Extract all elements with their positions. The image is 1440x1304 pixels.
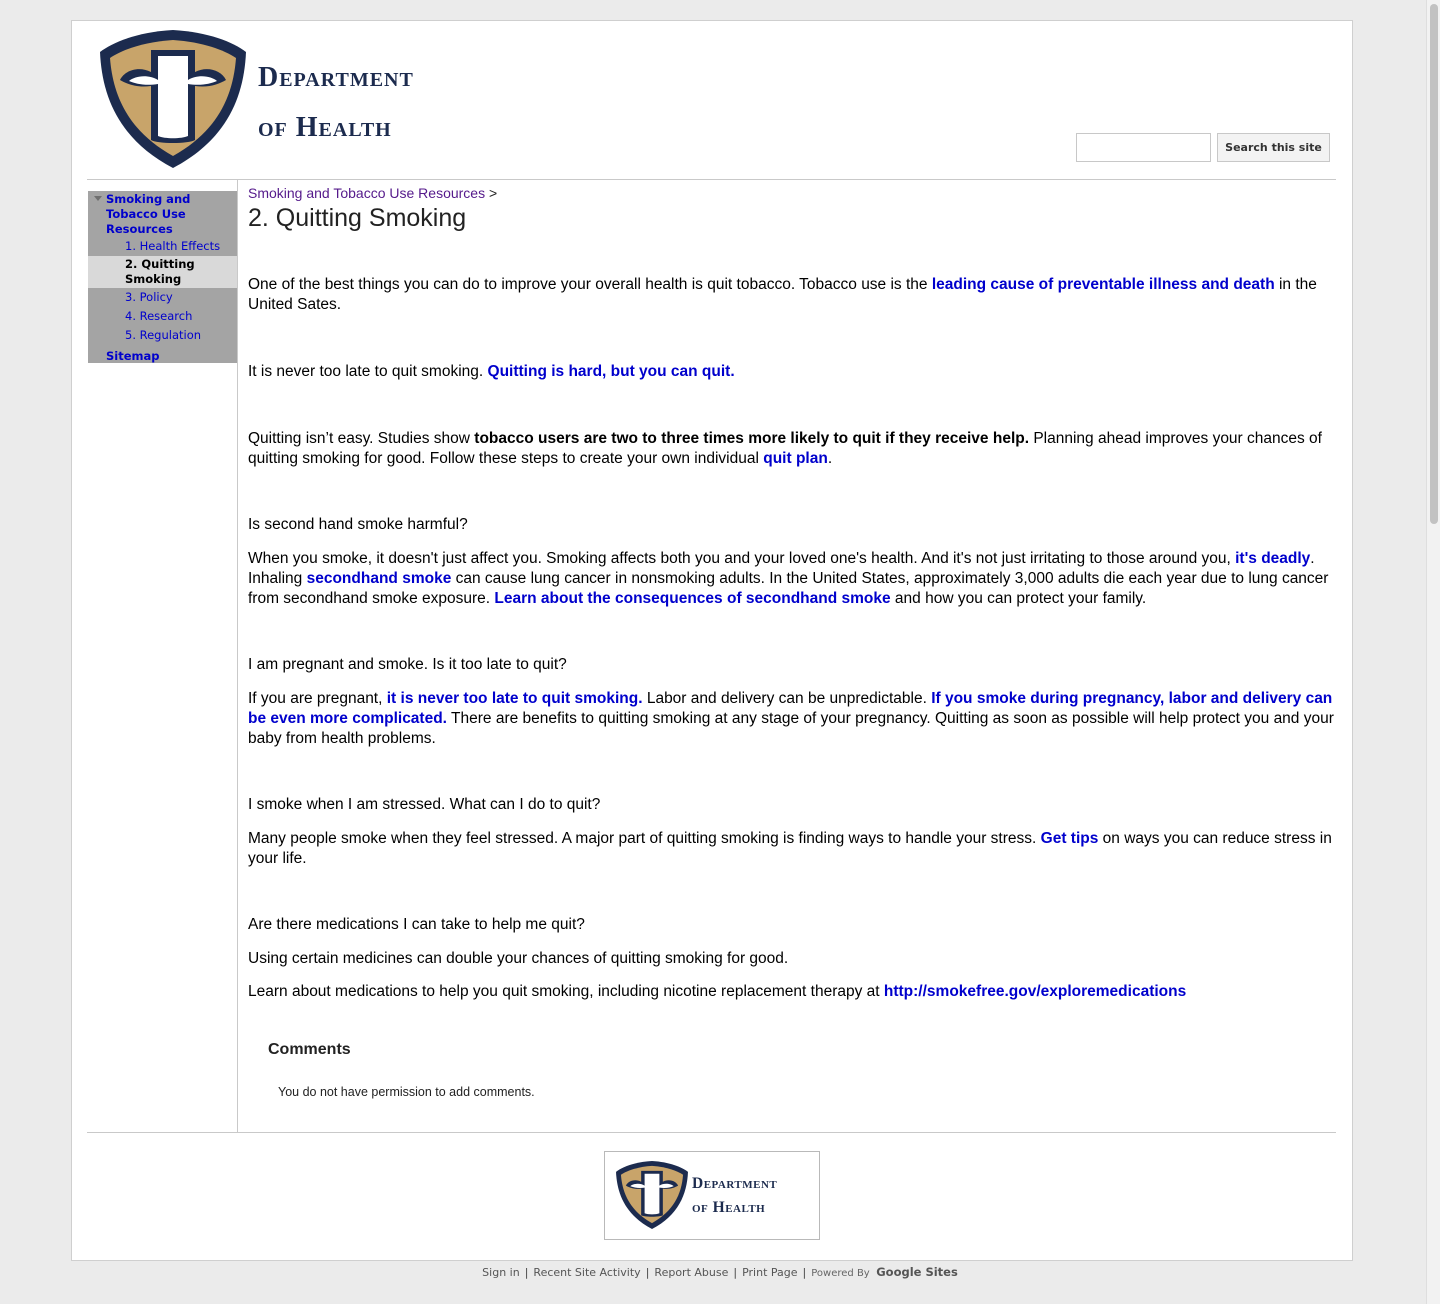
answer-medications: Using certain medicines can double your chances of quitting smoking for good. <box>248 950 789 967</box>
site-header <box>72 21 1352 181</box>
text: There are benefits to quitting smoking at any stage of your pregnancy. Quitting as soon as possible will help protect you and your baby from health problems. <box>248 710 1334 747</box>
text: Many people smoke when they feel stressed. A major part of quitting smoking is finding ways to handle your stress. <box>248 830 1041 847</box>
text: Learn about medications to help you quit smoking, including nicotine replacement therapy at <box>248 983 884 1000</box>
text: . Inhaling <box>248 550 1315 587</box>
sidebar-item-health-effects[interactable] <box>88 237 238 256</box>
header-divider <box>87 179 1336 180</box>
triangle-down-icon[interactable] <box>94 196 102 201</box>
comments-section <box>268 1041 535 1099</box>
footer-divider <box>87 1132 1336 1133</box>
sidebar-nav <box>88 191 238 363</box>
report-abuse-link[interactable]: Report Abuse <box>654 1266 729 1279</box>
sidebar-link-sitemap[interactable]: Sitemap <box>106 349 160 363</box>
shield-cross-icon <box>615 1160 689 1230</box>
scrollbar-thumb[interactable] <box>1430 4 1438 524</box>
leading-cause-link[interactable]: leading cause of preventable illness and death <box>931 276 1275 293</box>
powered-by-label: Powered By <box>811 1268 870 1279</box>
footer-org-name <box>692 1172 777 1220</box>
footer-separator: | <box>524 1266 529 1279</box>
comments-permission-note: You do not have permission to add comments. <box>278 1085 535 1099</box>
sidebar-item-quitting-smoking[interactable]: 2. Quitting Smoking <box>88 256 238 288</box>
footer-separator: | <box>645 1266 650 1279</box>
bold-text: tobacco users are two to three times more likely to quit if they receive help. <box>474 430 1030 447</box>
org-name-line1: Department <box>258 62 414 93</box>
site-search <box>1076 133 1330 162</box>
sidebar-item-smoking-resources[interactable] <box>88 191 238 237</box>
text: can cause lung cancer in nonsmoking adults. In the United States, approximately 3,000 adults die each year due to lung cancer from secondhand smoke exposure. <box>248 570 1329 607</box>
smokefree-medications-link[interactable]: http://smokefree.gov/exploremedications <box>883 983 1187 1000</box>
sidebar-item-policy[interactable] <box>88 288 238 307</box>
secondhand-smoke-link[interactable]: secondhand smoke <box>302 570 452 587</box>
comments-title: Comments <box>268 1041 351 1058</box>
learn-consequences-link[interactable]: Learn about the consequences of secondhand smoke <box>494 590 891 607</box>
org-name[interactable] <box>258 53 414 153</box>
its-deadly-link[interactable]: it's deadly <box>1235 550 1311 567</box>
intro-paragraph <box>248 275 1340 315</box>
never-too-late-paragraph <box>248 362 1340 382</box>
sidebar-item-sitemap[interactable] <box>88 345 238 365</box>
sidebar-link-smoking-resources[interactable]: Smoking and Tobacco Use Resources <box>106 192 191 236</box>
question-secondhand: Is second hand smoke harmful? <box>248 516 468 533</box>
text: in the United Sates. <box>248 276 1317 313</box>
sidebar-item-regulation[interactable] <box>88 326 238 345</box>
text: One of the best things you can do to improve your overall health is quit tobacco. Tobacco use is the <box>248 276 932 293</box>
footer-logo-badge[interactable] <box>604 1151 820 1240</box>
breadcrumb <box>248 184 1340 202</box>
text: Labor and delivery can be unpredictable. <box>642 690 932 707</box>
print-page-link[interactable]: Print Page <box>742 1266 798 1279</box>
footer-separator: | <box>802 1266 807 1279</box>
main-content <box>248 184 1340 1002</box>
sidebar-link-research[interactable]: 4. Research <box>125 309 193 323</box>
sidebar-link-health-effects[interactable]: 1. Health Effects <box>125 239 221 253</box>
org-name-line2: of Health <box>258 112 392 143</box>
medications-link-paragraph <box>248 982 1340 1002</box>
sidebar-link-regulation[interactable]: 5. Regulation <box>125 328 202 342</box>
footer-org-line2: of Health <box>692 1199 766 1216</box>
question-pregnant: I am pregnant and smoke. Is it too late to quit? <box>248 656 567 673</box>
page-container <box>71 20 1353 1261</box>
page-scrollbar[interactable] <box>1426 0 1440 1304</box>
text: When you smoke, it doesn't just affect you. Smoking affects both you and your loved one's health. And it's not just irritating to those around you, <box>248 550 1236 567</box>
answer-secondhand <box>248 549 1340 609</box>
answer-stressed <box>248 829 1340 869</box>
sign-in-link[interactable]: Sign in <box>482 1266 520 1279</box>
pregnancy-complications-link[interactable]: If you smoke during pregnancy, labor and delivery can be even more complicated. <box>248 690 1333 727</box>
search-input[interactable] <box>1076 133 1211 162</box>
text: . <box>827 450 833 467</box>
answer-pregnant <box>248 689 1340 749</box>
text: It is never too late to quit smoking. <box>248 363 488 380</box>
sidebar-item-research[interactable] <box>88 307 238 326</box>
quit-plan-link[interactable]: quit plan <box>763 450 828 467</box>
shield-cross-logo-icon[interactable] <box>98 28 248 170</box>
quit-plan-paragraph <box>248 429 1340 469</box>
never-too-late-pregnancy-link[interactable]: it is never too late to quit smoking. <box>386 690 643 707</box>
text: Quitting isn’t easy. Studies show <box>248 430 475 447</box>
text: If you are pregnant, <box>248 690 387 707</box>
recent-activity-link[interactable]: Recent Site Activity <box>533 1266 641 1279</box>
site-footer <box>0 1265 1440 1279</box>
get-tips-link[interactable]: Get tips <box>1040 830 1099 847</box>
content-divider <box>237 179 238 1132</box>
footer-org-line1: Department <box>692 1175 778 1192</box>
sidebar-link-policy[interactable]: 3. Policy <box>125 290 173 304</box>
text: Planning ahead improves your chances of quitting smoking for good. Follow these steps to create your own individual <box>248 430 1322 467</box>
breadcrumb-link[interactable]: Smoking and Tobacco Use Resources <box>248 185 486 201</box>
footer-separator: | <box>733 1266 738 1279</box>
question-medications: Are there medications I can take to help me quit? <box>248 916 585 933</box>
breadcrumb-separator: > <box>488 185 498 201</box>
text: and how you can protect your family. <box>890 590 1147 607</box>
page-title: 2. Quitting Smoking <box>248 204 467 232</box>
search-button[interactable]: Search this site <box>1217 133 1330 162</box>
quitting-is-hard-link[interactable]: Quitting is hard, but you can quit. <box>487 363 735 380</box>
text: on ways you can reduce stress in your life. <box>248 830 1332 867</box>
question-stressed: I smoke when I am stressed. What can I do to quit? <box>248 796 601 813</box>
google-sites-link[interactable]: Google Sites <box>876 1265 958 1279</box>
